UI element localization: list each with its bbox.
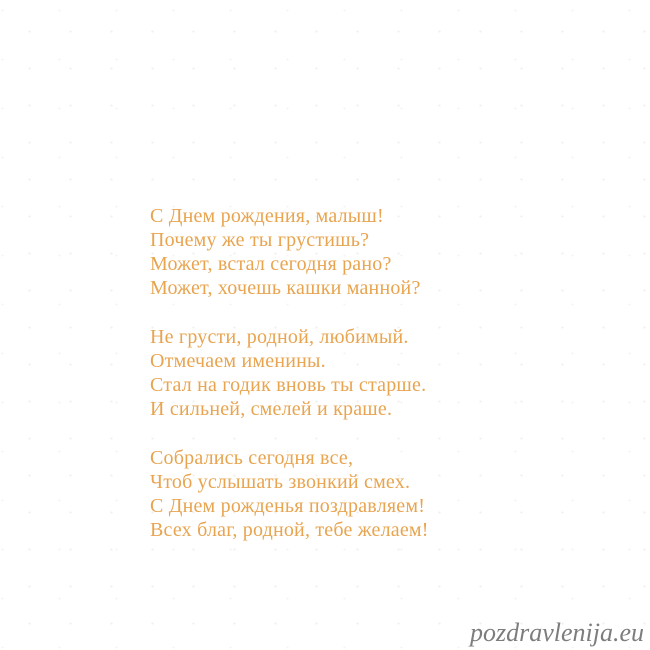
birthday-poem (150, 204, 429, 567)
poem-line: Не грусти, родной, любимый. (150, 326, 409, 348)
poem-line: Стал на годик вновь ты старше. (150, 374, 427, 396)
poem-stanza-3 (150, 446, 429, 542)
poem-line: И сильней, смелей и краше. (150, 398, 393, 420)
poem-line: Всех благ, родной, тебе желаем! (150, 519, 429, 541)
poem-stanza-2 (150, 325, 429, 421)
poem-stanza-1 (150, 204, 429, 300)
poem-line: С Днем рожденья поздравляем! (150, 495, 426, 517)
poem-line: Может, хочешь кашки манной? (150, 277, 421, 299)
poem-line: С Днем рождения, малыш! (150, 205, 384, 227)
poem-line: Чтоб услышать звонкий смех. (150, 471, 411, 493)
poem-line: Почему же ты грустишь? (150, 229, 370, 251)
site-watermark: pozdravlenija.eu (469, 618, 644, 647)
poem-line: Может, встал сегодня рано? (150, 253, 392, 275)
poem-line: Отмечаем именины. (150, 350, 326, 372)
poem-line: Собрались сегодня все, (150, 447, 354, 469)
